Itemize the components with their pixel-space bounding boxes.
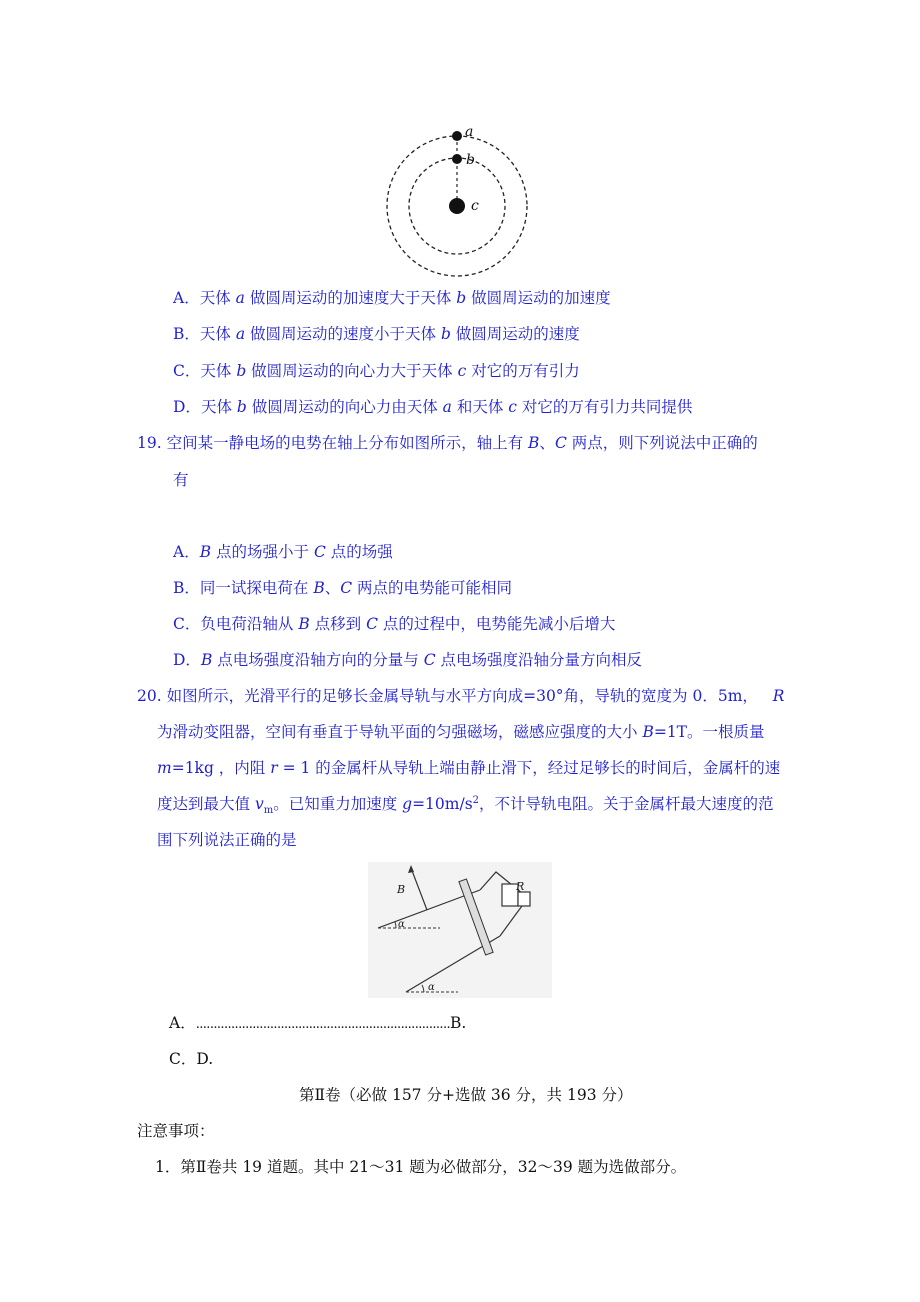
q18-option-a: A．天体 a 做圆周运动的加速度大于天体 b 做圆周运动的加速度 [173,289,611,307]
body-c [449,198,465,214]
label-b: b [466,152,475,168]
rheostat-slider [518,892,530,906]
rheostat-label: R [516,880,525,893]
q20-stem-line1: 20. 如图所示，光滑平行的足够长金属导轨与水平方向成=30°角，导轨的宽度为 0．5m， R [137,687,785,705]
orbit-diagram [385,122,535,282]
q19-option-d: D．B 点电场强度沿轴方向的分量与 C 点电场强度沿轴分量方向相反 [173,651,642,669]
notice-heading: 注意事项： [137,1122,215,1140]
incline-rail-diagram [368,862,552,998]
q20-stem-line5: 围下列说法正确的是 [157,831,297,849]
q20-option-b: B. [450,1014,467,1032]
b-field-label: B [397,883,406,896]
q18-option-c: C．天体 b 做圆周运动的向心力大于天体 c 对它的万有引力 [173,362,580,380]
q19-stem-line2: 有 [173,471,189,489]
q20-options-ab: A．........................................................................B. [169,1014,467,1032]
section-title: 第Ⅱ卷（必做 157 分+选做 36 分，共 193 分） [299,1086,633,1104]
alpha-lower: α [428,982,435,993]
q20-stem-line4: 度达到最大值 $v_m$。已知重力加速度 $g=10m/s^2$，不计导轨电阻。关于金属杆最大速度的范 [157,794,774,817]
body-b [452,154,462,164]
notice-item-1: 1．第Ⅱ卷共 19 道题。其中 21～31 题为必做部分，32～39 题为选做部分。 [155,1158,687,1176]
alpha-upper: α [398,919,405,930]
q19-option-c: C．负电荷沿轴从 B 点移到 C 点的过程中，电势能先减小后增大 [173,615,616,633]
body-a [452,131,462,141]
q20-options-cd: C．D. [169,1050,214,1068]
q19-option-b: B．同一试探电荷在 B、C 两点的电势能可能相同 [173,579,513,597]
q19-number: 19. [137,434,162,452]
q20-stem-line3: m=1kg ，内阻 r = 1 的金属杆从导轨上端由静止滑下，经过足够长的时间后，金属杆的速 [157,759,781,777]
q20-number: 20. [137,687,162,705]
q20-stem-line2: 为滑动变阻器，空间有垂直于导轨平面的匀强磁场，磁感应强度的大小 B=1T。一根质量 [157,723,765,741]
label-a: a [465,124,474,140]
q20-option-a: A． [169,1014,196,1032]
q19-stem-line1: 19. 空间某一静电场的电势在轴上分布如图所示，轴上有 B、C 两点，则下列说法中正确的 [137,434,758,452]
q18-option-d: D．天体 b 做圆周运动的向心力由天体 a 和天体 c 对它的万有引力共同提供 [173,398,693,416]
q18-option-b: B．天体 a 做圆周运动的速度小于天体 b 做圆周运动的速度 [173,325,580,343]
q19-option-a: A．B 点的场强小于 C 点的场强 [173,543,393,561]
label-c: c [471,198,479,214]
